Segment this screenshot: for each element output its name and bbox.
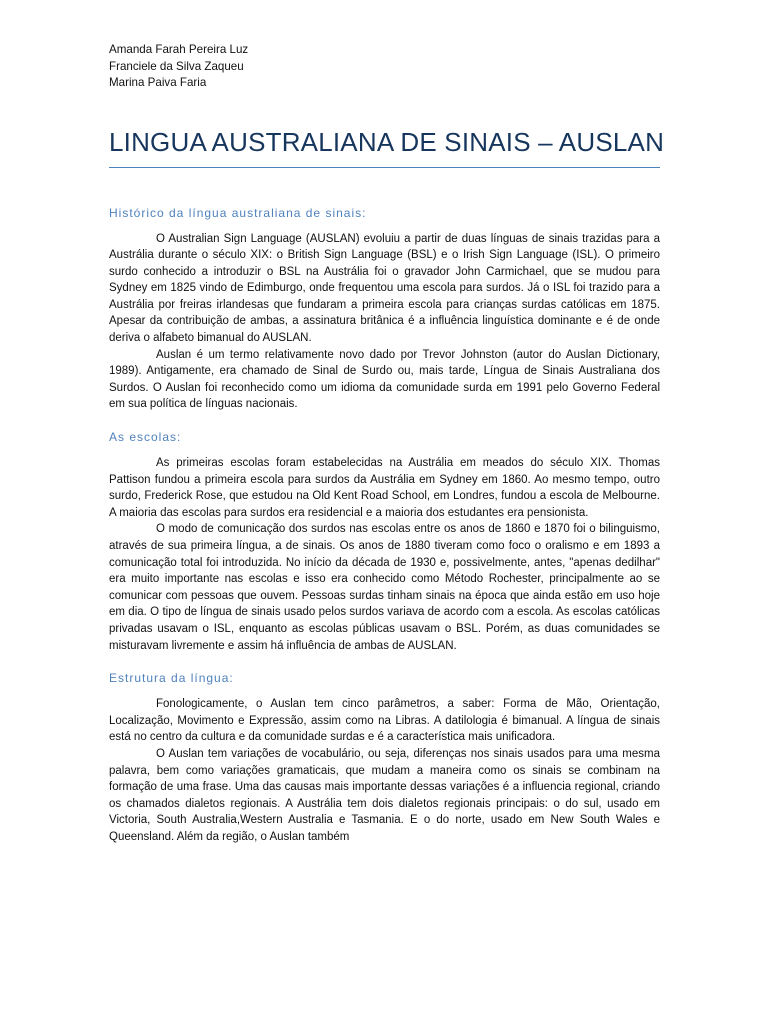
section-body-historico: [109, 231, 660, 414]
paragraph: O Australian Sign Language (AUSLAN) evoluiu a partir de duas línguas de sinais trazidas para a Austrália durante o século XIX: o British Sign Language (BSL) e o Irish Sign Language (ISL). O primeiro surdo conhecido a introduzir o BSL na Austrália foi o gravador John Carmichael, que se mudou para Sydney em 1825 vindo de Edimburgo, onde frequentou uma escola para surdos. Já o ISL foi trazido para a Austrália por freiras irlandesas que fundaram a primeira escola para crianças surdas católicas em 1875. Apesar da contribuição de ambas, a assinatura britânica é a influência linguística dominante e é de onde deriva o alfabeto bimanual do AUSLAN.: [109, 232, 660, 345]
section-body-estrutura: [109, 696, 660, 845]
section-heading-estrutura: Estrutura da língua:: [109, 671, 234, 686]
paragraph: O modo de comunicação dos surdos nas escolas entre os anos de 1860 e 1870 foi o bilinguismo, através de sua primeira língua, a de sinais. Os anos de 1880 tiveram como foco o oralismo e em 1893 a comunicação total foi introduzida. No início da década de 1930 e, possivelmente, antes, "apenas dedilhar" era muito importante nas escolas e isso era conhecido como Método Rochester, principalmente ao se comunicar com pessoas que ouvem. Pessoas surdas tinham sinais na época que ainda estão em uso hoje em dia. O tipo de língua de sinais usado pelos surdos variava de acordo com a escola. As escolas católicas privadas usavam o ISL, enquanto as escolas públicas usavam o BSL. Porém, as duas comunidades se misturavam livremente e assim há influência de ambas de AUSLAN.: [109, 523, 660, 652]
paragraph: Fonologicamente, o Auslan tem cinco parâmetros, a saber: Forma de Mão, Orientação, Localização, Movimento e Expressão, assim como na Libras. A datilologia é bimanual. A língua de sinais está no centro da cultura e da comunidade surdas e é a característica mais unificadora.: [109, 698, 660, 744]
author-list: [109, 42, 660, 92]
author-name: Franciele da Silva Zaqueu: [109, 59, 244, 73]
section-heading-escolas: As escolas:: [109, 430, 182, 445]
document-title: LINGUA AUSTRALIANA DE SINAIS – AUSLAN: [109, 126, 665, 157]
section-body-escolas: [109, 455, 660, 654]
paragraph: O Auslan tem variações de vocabulário, ou seja, diferenças nos sinais usados para uma mesma palavra, bem como variações gramaticais, que mudam a maneira como os sinais se combinam na formação de uma frase. Uma das causas mais importante dessas variações é a influencia regional, criando os chamados dialetos regionais. A Austrália tem dois dialetos regionais principais: o do sul, usado em Victoria, South Australia,Western Australia e Tasmania. E o do norte, usado em New South Wales e Queensland. Além da região, o Auslan também: [109, 747, 660, 843]
section-heading-historico: Histórico da língua australiana de sinais:: [109, 205, 367, 220]
page-content: [109, 42, 665, 846]
author-name: Marina Paiva Faria: [109, 76, 207, 89]
paragraph: As primeiras escolas foram estabelecidas na Austrália em meados do século XIX. Thomas Pattison fundou a primeira escola para surdos da Austrália em Sydney em 1860. Ao mesmo tempo, outro surdo, Frederick Rose, que estudou na Old Kent Road School, em Londres, fundou a escola de Melbourne. A maioria das escolas para surdos era residencial e a maioria dos estudantes era pensionista.: [109, 457, 660, 519]
paragraph: Auslan é um termo relativamente novo dado por Trevor Johnston (autor do Auslan Dictionary, 1989). Antigamente, era chamado de Sinal de Surdo ou, mais tarde, Língua de Sinais Australiana dos Surdos. O Auslan foi reconhecido como um idioma da comunidade surda em 1991 pelo Governo Federal em sua política de línguas nacionais.: [109, 348, 660, 411]
author-name: Amanda Farah Pereira Luz: [109, 43, 249, 56]
title-underline: [109, 167, 660, 168]
